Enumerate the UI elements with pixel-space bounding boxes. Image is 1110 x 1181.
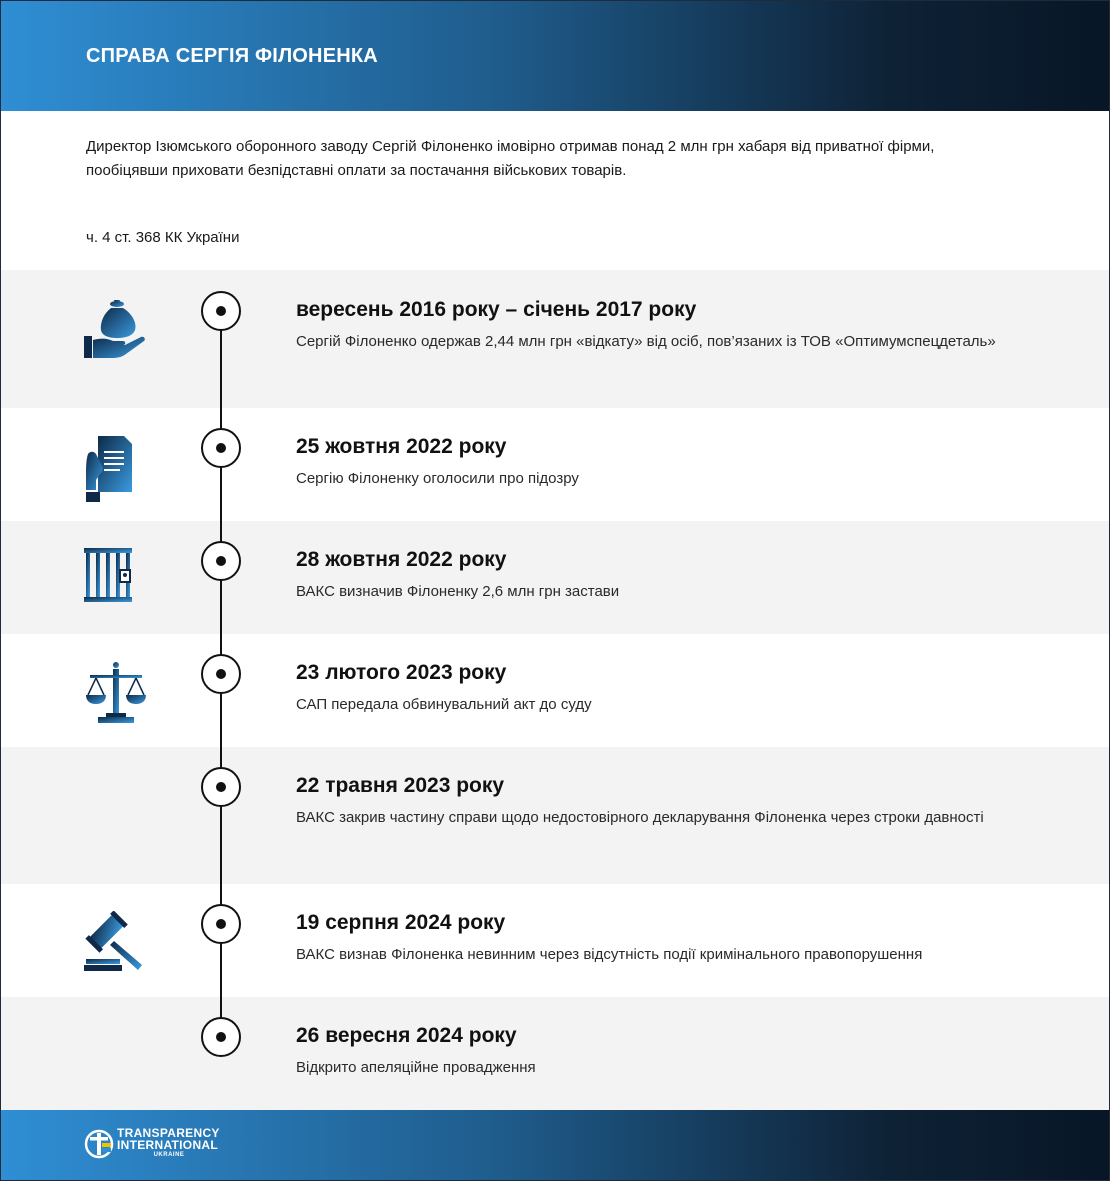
event-date: 23 лютого 2023 року [296,661,507,684]
event-description: Сергію Філоненку оголосили про підозру [296,470,579,487]
event-description: ВАКС визнав Філоненка невинним через відсутність події кримінального правопорушення [296,946,923,963]
event-description: САП передала обвинувальний акт до суду [296,696,592,713]
event-date: 26 вересня 2024 року [296,1024,517,1047]
page-title: СПРАВА СЕРГІЯ ФІЛОНЕНКА [86,45,378,67]
event-description: ВАКС визначив Філоненку 2,6 млн грн застави [296,583,620,600]
logo-line-1: TRANSPARENCY [117,1126,220,1140]
event-date: вересень 2016 року – січень 2017 року [296,298,697,321]
event-description: Відкрито апеляційне провадження [296,1059,536,1076]
criminal-code-article: ч. 4 ст. 368 КК України [86,229,240,246]
event-description: Сергій Філоненко одержав 2,44 млн грн «відкату» від осіб, пов’язаних із ТОВ «Оптимумспецдеталь» [296,333,996,350]
intro-text: Директор Ізюмського оборонного заводу Сергій Філоненко імовірно отримав понад 2 млн грн хабаря від приватної фірми, пообіцявши приховати безпідставні оплати за постачання військових товарів. [86,138,935,179]
event-date: 25 жовтня 2022 року [296,435,507,458]
logo-line-3: UKRAINE [153,1152,185,1158]
event-date: 22 травня 2023 року [296,774,505,797]
event-date: 28 жовтня 2022 року [296,548,507,571]
event-date: 19 серпня 2024 року [296,911,506,934]
logo-line-2: INTERNATIONAL [117,1138,219,1152]
event-description: ВАКС закрив частину справи щодо недостовірного декларування Філоненка через строки давності [296,809,984,826]
